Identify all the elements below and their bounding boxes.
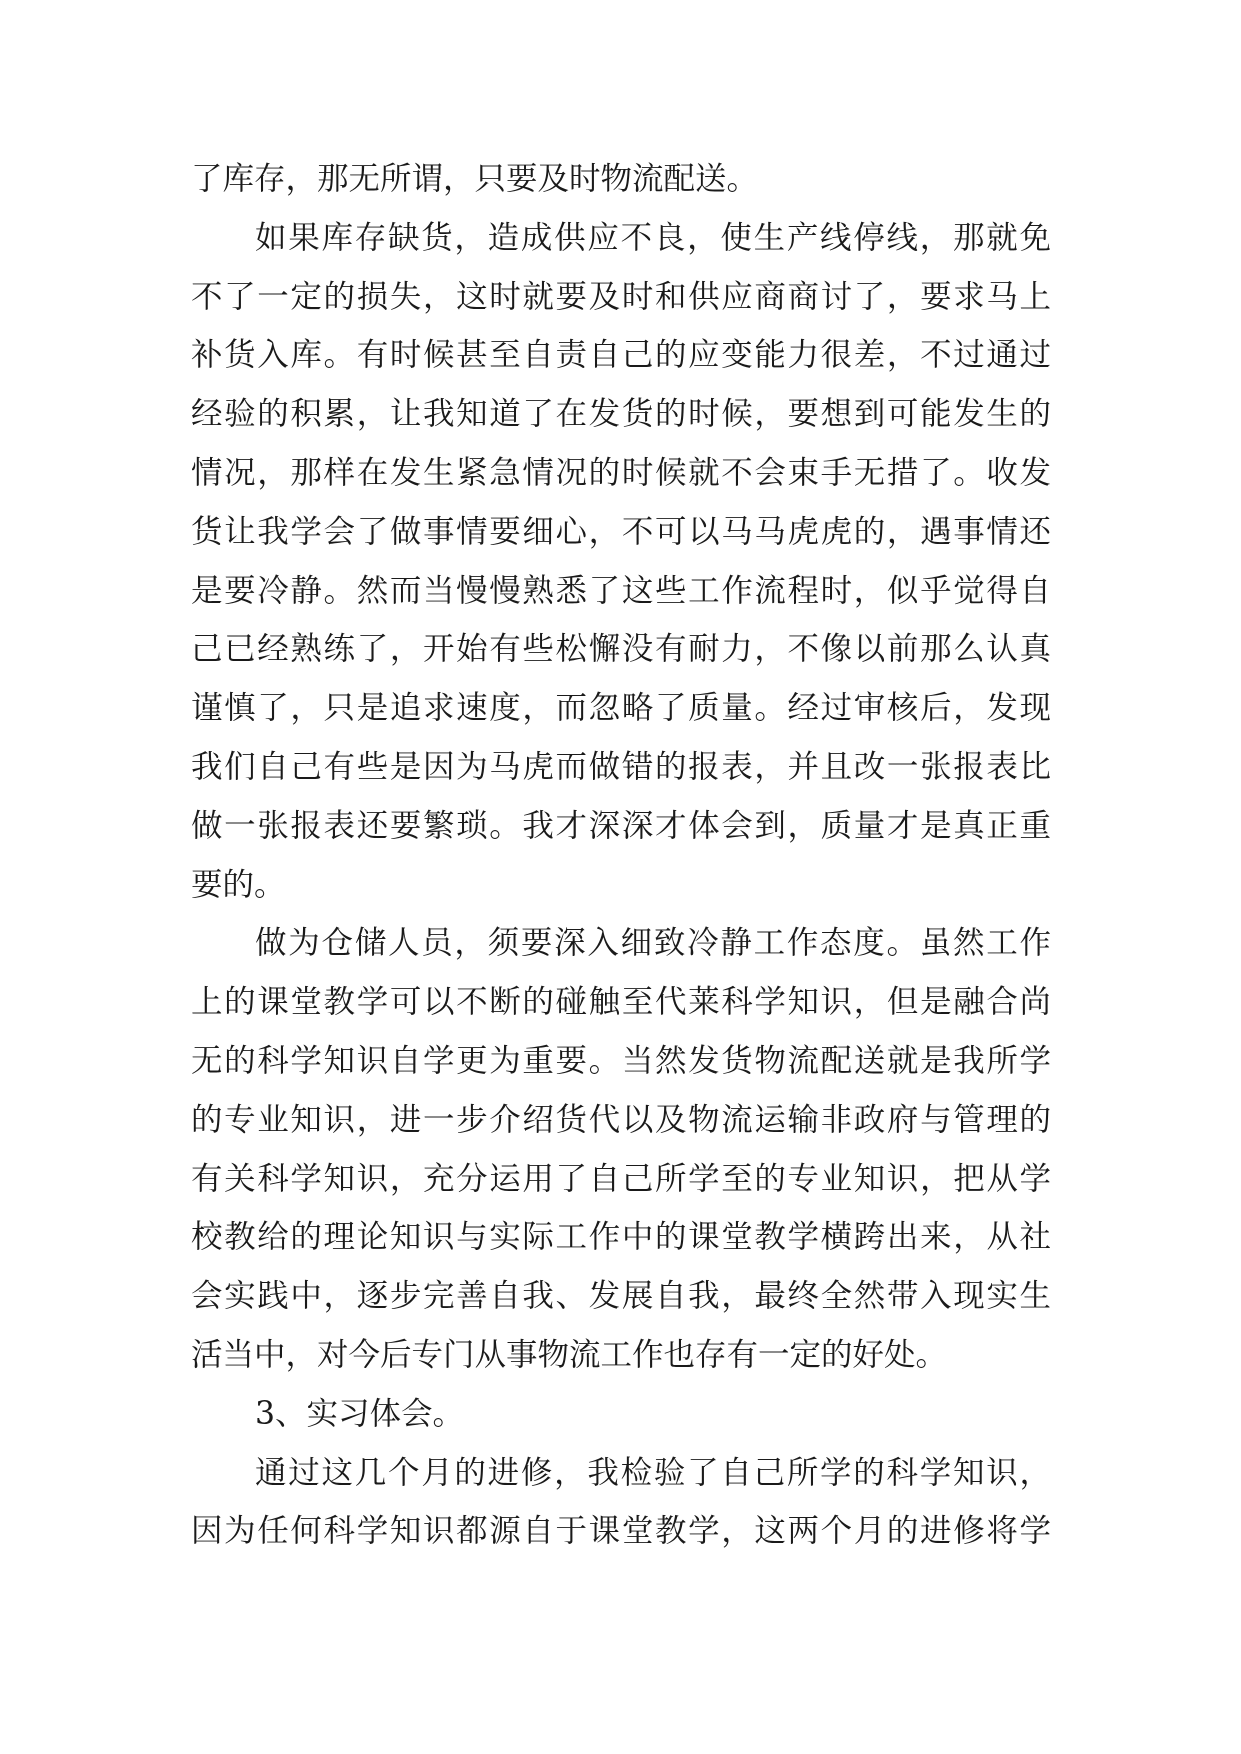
text-line: 谨慎了，只是追求速度，而忽略了质量。经过审核后，发现 [191,690,1051,727]
text-line: 补货入库。有时候甚至自责自己的应变能力很差，不过通过 [191,337,1051,374]
text-line: 如果库存缺货，造成供应不良，使生产线停线，那就免 [255,219,1051,256]
text-line: 有关科学知识，充分运用了自己所学至的专业知识，把从学 [191,1160,1051,1197]
text-line: 3、实习体会。 [255,1395,465,1432]
text-line: 上的课堂教学可以不断的碰触至代莱科学知识，但是融合尚 [191,984,1051,1021]
text-line: 是要冷静。然而当慢慢熟悉了这些工作流程时，似乎觉得自 [191,572,1051,609]
body-text [191,150,1051,1561]
text-line: 做一张报表还要繁琐。我才深深才体会到，质量才是真正重 [191,807,1051,844]
text-line: 货让我学会了做事情要细心，不可以马马虎虎的，遇事情还 [191,513,1051,550]
text-line: 会实践中，逐步完善自我、发展自我，最终全然带入现实生 [191,1278,1051,1315]
text-line: 校教给的理论知识与实际工作中的课堂教学横跨出来，从社 [191,1219,1051,1256]
text-line: 我们自己有些是因为马虎而做错的报表，并且改一张报表比 [191,748,1051,785]
text-line: 因为任何科学知识都源自于课堂教学，这两个月的进修将学 [191,1513,1051,1550]
text-line: 的专业知识，进一步介绍货代以及物流运输非政府与管理的 [191,1101,1051,1138]
text-line: 了库存，那无所谓，只要及时物流配送。 [191,161,759,197]
text-line: 做为仓储人员，须要深入细致冷静工作态度。虽然工作 [255,925,1051,962]
text-line: 通过这几个月的进修，我检验了自己所学的科学知识， [255,1454,1051,1491]
text-line: 活当中，对今后专门从事物流工作也存有一定的好处。 [191,1336,948,1373]
text-line: 无的科学知识自学更为重要。当然发货物流配送就是我所学 [191,1042,1051,1079]
text-line: 经验的积累，让我知道了在发货的时候，要想到可能发生的 [191,396,1051,433]
text-line: 要的。 [191,866,286,903]
text-line: 情况，那样在发生紧急情况的时候就不会束手无措了。收发 [191,454,1051,491]
text-line: 己已经熟练了，开始有些松懈没有耐力，不像以前那么认真 [191,631,1051,668]
text-line: 不了一定的损失，这时就要及时和供应商商讨了，要求马上 [191,278,1051,315]
